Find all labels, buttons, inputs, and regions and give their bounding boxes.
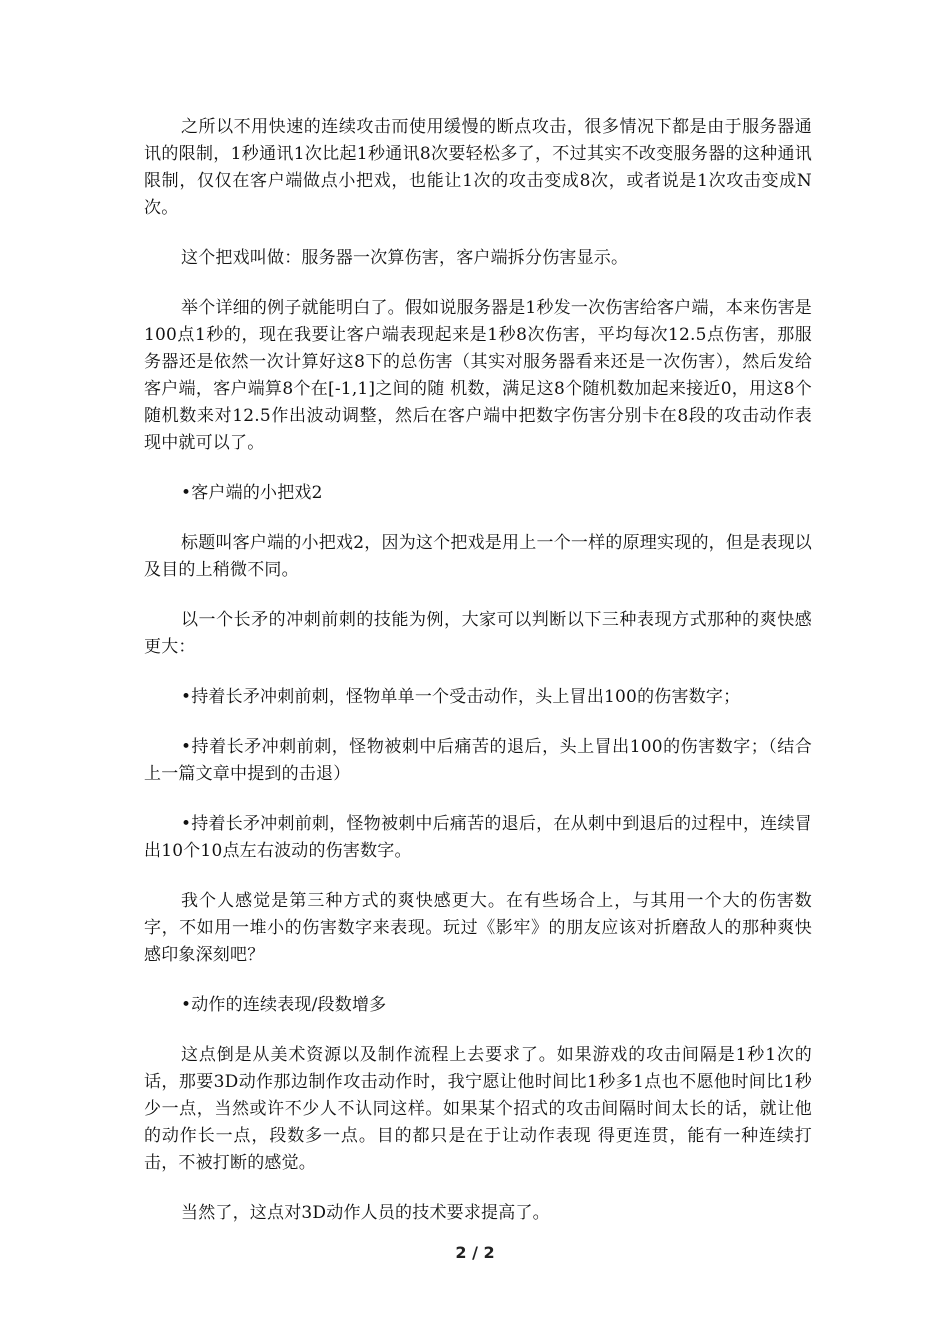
heading-client-trick-2: •客户端的小把戏2 xyxy=(181,483,323,503)
list-item-option-3: •持着长矛冲刺前刺，怪物被刺中后痛苦的退后，在从刺中到退后的过程中，连续冒出10个10点左右波动的伤害数字。 xyxy=(144,814,812,861)
paragraph-trick-2-intro: 标题叫客户端的小把戏2，因为这个把戏是用上一个一样的原理实现的，但是表现以及目的上稍微不同。 xyxy=(144,533,812,580)
list-item-option-1: •持着长矛冲刺前刺，怪物单单一个受击动作，头上冒出100的伤害数字； xyxy=(181,687,741,707)
page-number: 2 / 2 xyxy=(455,1243,495,1262)
paragraph-art-resources: 这点倒是从美术资源以及制作流程上去要求了。如果游戏的攻击间隔是1秒1次的话，那要3D动作那边制作攻击动作时，我宁愿让他时间比1秒多1点也不愿他时间比1秒少一点，当然或许不少人不认同这样。如果某个招式的攻击间隔时间太长的话，就让他的动作长一点，段数多一点。目的都只是在于让动作表现 得更连贯，能有一种连续打击，不被打断的感觉。 xyxy=(144,1045,812,1173)
paragraph-personal-opinion: 我个人感觉是第三种方式的爽快感更大。在有些场合上，与其用一个大的伤害数字，不如用一堆小的伤害数字来表现。玩过《影牢》的朋友应该对折磨敌人的那种爽快感印象深刻吧？ xyxy=(144,891,812,965)
paragraph-conclusion: 当然了，这点对3D动作人员的技术要求提高了。 xyxy=(181,1203,550,1223)
paragraph-trick-name: 这个把戏叫做：服务器一次算伤害，客户端拆分伤害显示。 xyxy=(181,248,629,268)
list-item-option-2: •持着长矛冲刺前刺，怪物被刺中后痛苦的退后，头上冒出100的伤害数字；（结合上一篇文章中提到的击退） xyxy=(144,737,812,784)
heading-continuous-motion: •动作的连续表现/段数增多 xyxy=(181,995,387,1015)
paragraph-server-limit: 之所以不用快速的连续攻击而使用缓慢的断点攻击，很多情况下都是由于服务器通讯的限制，1秒通讯1次比起1秒通讯8次要轻松多了，不过其实不改变服务器的这种通讯限制，仅仅在客户端做点小把戏，也能让1次的攻击变成8次，或者说是1次攻击变成N次。 xyxy=(144,117,812,218)
paragraph-spear-example: 以一个长矛的冲刺前刺的技能为例，大家可以判断以下三种表现方式那种的爽快感更大： xyxy=(144,610,812,657)
document-body xyxy=(144,114,812,1250)
paragraph-detailed-example: 举个详细的例子就能明白了。假如说服务器是1秒发一次伤害给客户端，本来伤害是100点1秒的，现在我要让客户端表现起来是1秒8次伤害，平均每次12.5点伤害，那服务器还是依然一次计算好这8下的总伤害（其实对服务器看来还是一次伤害），然后发给客户端，客户端算8个在[-1,1]之间的随 机数，满足这8个随机数加起来接近0，用这8个随机数来对12.5作出波动调整，然后在客户端中把数字伤害分别卡在8段的攻击动作表现中就可以了。 xyxy=(144,298,812,453)
